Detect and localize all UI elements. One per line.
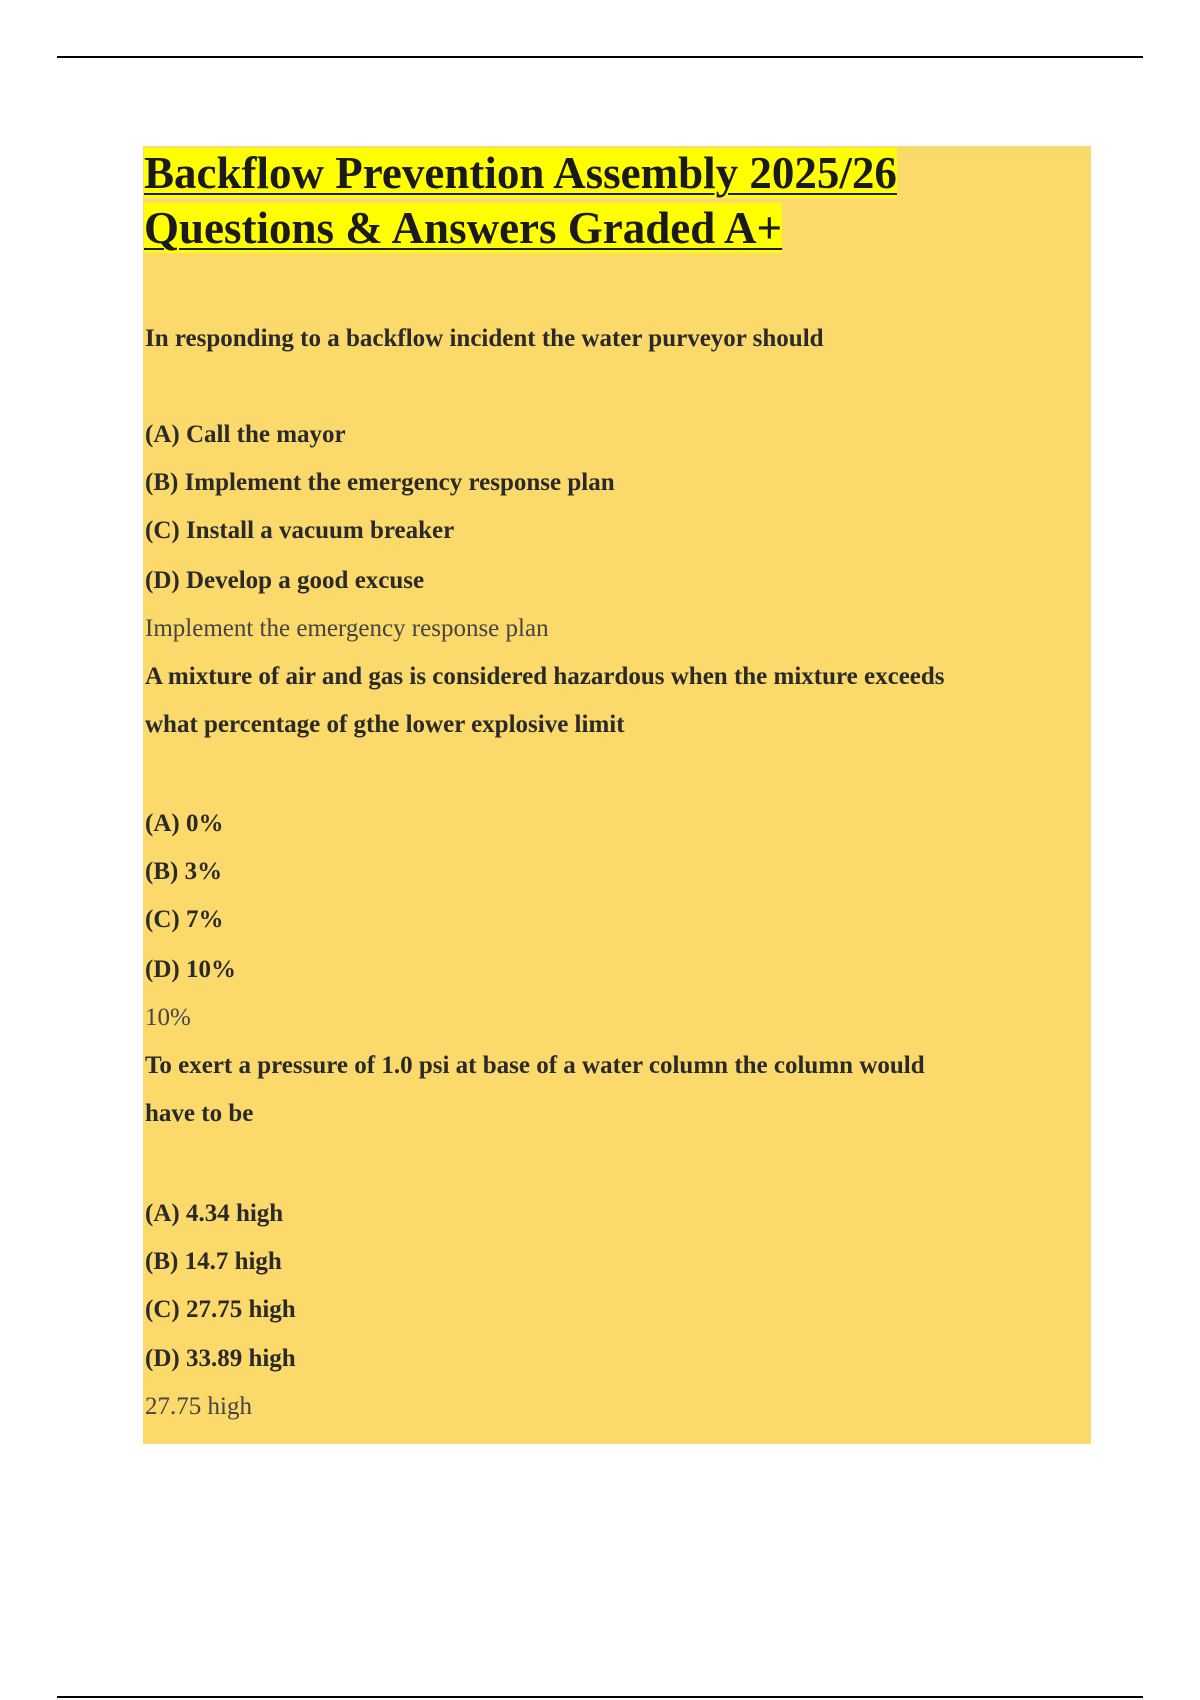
- question-1-option-b: (B) Implement the emergency response plan: [145, 469, 615, 496]
- header-rule: [57, 56, 1143, 58]
- question-1-option-c: (C) Install a vacuum breaker: [145, 517, 455, 544]
- question-3-answer: 27.75 high: [145, 1393, 252, 1420]
- question-2-option-c: (C) 7%: [145, 906, 224, 933]
- question-3-option-c: (C) 27.75 high: [145, 1296, 296, 1323]
- question-1-option-d: (D) Develop a good excuse: [145, 567, 425, 594]
- question-2-prompt-line-1: A mixture of air and gas is considered hazardous when the mixture exceeds: [145, 663, 945, 690]
- question-2-option-b: (B) 3%: [145, 858, 223, 885]
- question-3-option-a: (A) 4.34 high: [145, 1200, 284, 1227]
- question-1-answer: Implement the emergency response plan: [145, 615, 549, 642]
- title-line-1: Backflow Prevention Assembly 2025/26: [144, 148, 897, 198]
- title-line-2: Questions & Answers Graded A+: [144, 203, 783, 253]
- document-title: [144, 146, 897, 256]
- question-2-option-d: (D) 10%: [145, 956, 236, 983]
- question-3-option-b: (B) 14.7 high: [145, 1248, 282, 1275]
- question-2-answer: 10%: [145, 1004, 191, 1031]
- question-2-option-a: (A) 0%: [145, 810, 224, 837]
- question-3-option-d: (D) 33.89 high: [145, 1345, 296, 1372]
- question-1-prompt: In responding to a backflow incident the water purveyor should: [145, 325, 824, 352]
- question-3-prompt-line-2: have to be: [145, 1100, 254, 1127]
- question-panel: [143, 146, 1091, 1444]
- question-3-prompt-line-1: To exert a pressure of 1.0 psi at base of a water column the column would: [145, 1052, 925, 1079]
- question-1-option-a: (A) Call the mayor: [145, 421, 346, 448]
- question-2-prompt-line-2: what percentage of gthe lower explosive limit: [145, 711, 625, 738]
- footer-rule: [57, 1696, 1143, 1698]
